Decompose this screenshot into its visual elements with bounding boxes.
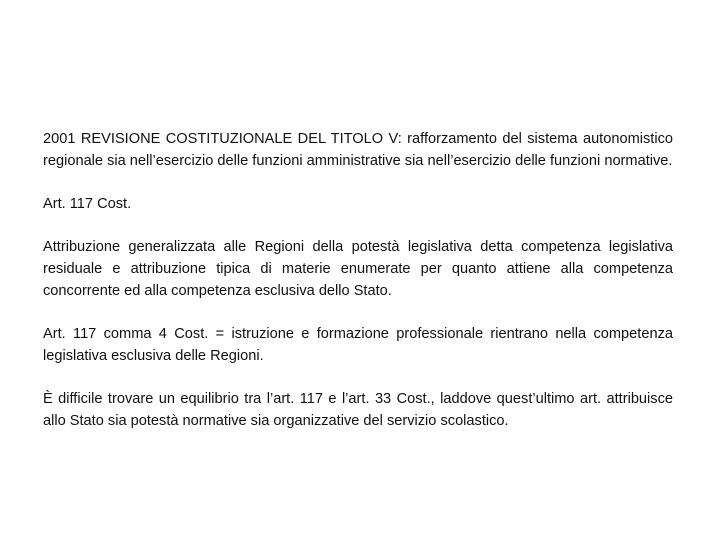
paragraph-art-117-comma-4: Art. 117 comma 4 Cost. = istruzione e formazione professionale rientrano nella competenza legislativa esclusiva delle Regioni.: [43, 326, 673, 364]
paragraph-attribution: Attribuzione generalizzata alle Regioni della potestà legislativa detta competenza legislativa residuale e attribuzione tipica di materie enumerate per quanto attiene alla competenza concorrente ed alla competenza esclusiva dello Stato.: [43, 239, 673, 299]
paragraph-art-117-heading: Art. 117 Cost.: [43, 196, 132, 212]
paragraph-revision-title: 2001 REVISIONE COSTITUZIONALE DEL TITOLO V: rafforzamento del sistema autonomistico regionale sia nell’esercizio delle funzioni amministrative sia nell’esercizio delle funzioni normative.: [43, 131, 673, 169]
text-body: [43, 128, 673, 432]
paragraph-equilibrium: È difficile trovare un equilibrio tra l’art. 117 e l’art. 33 Cost., laddove quest’ultimo art. attribuisce allo Stato sia potestà normative sia organizzative del servizio scolastico.: [43, 391, 673, 429]
